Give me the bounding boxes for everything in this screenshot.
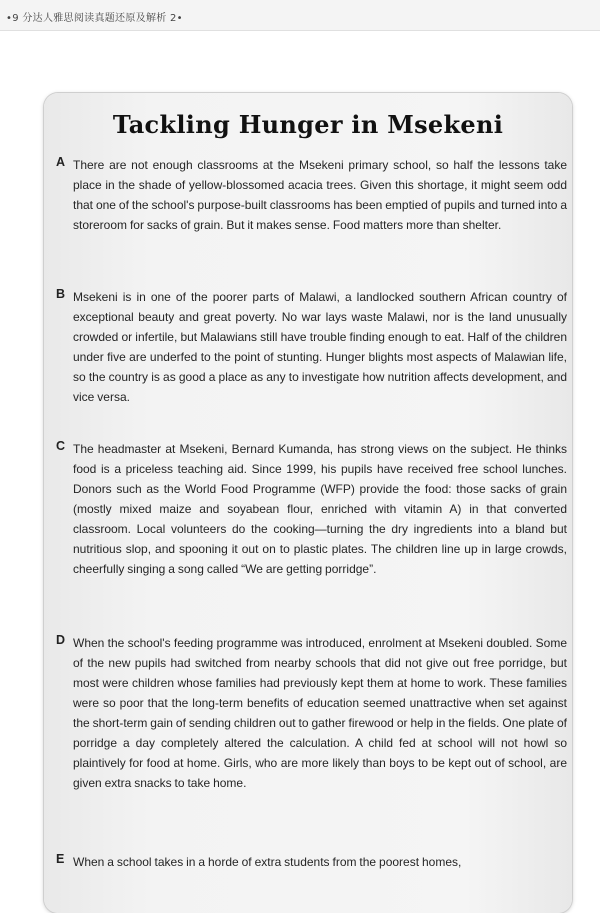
paragraph-letter: B [56, 287, 66, 301]
paragraph-letter: C [56, 439, 66, 453]
paragraph-text: When the school's feeding programme was introduced, enrolment at Msekeni doubled. Some of the new pupils had switched from nearby schools that did not give out free porridge, but most were children whose families had previously kept them at home to work. These families were so poor that the long-term benefits of education seemed unattractive when set against the short-term gain of sending children out to gather firewood or help in the fields. One plate of porridge a day completely altered the calculation. A child fed at school will not howl so plaintively for food at home. Girls, who are more likely than boys to be kept out of school, are given extra snacks to take home. [73, 636, 567, 790]
paragraph-text: Msekeni is in one of the poorer parts of Malawi, a landlocked southern African country of exceptional beauty and great poverty. No war lays waste Malawi, nor is the land unusually crowded or infertile, but Malawians still have trouble finding enough to eat. Half of the children under five are underfed to the point of stunting. Hunger blights most aspects of Malawian life, so the country is as good a place as any to investigate how nutrition affects development, and vice versa. [73, 290, 567, 404]
paragraph-text: The headmaster at Msekeni, Bernard Kumanda, has strong views on the subject. He thinks food is a priceless teaching aid. Since 1999, his pupils have received free school lunches. Donors such as the World Food Programme (WFP) provide the food: those sacks of grain (mostly mixed maize and soyabean flour, enriched with vitamin A) in that converted classroom. Local volunteers do the cooking—turning the dry ingredients into a bland but nutritious slop, and spooning it out on to plastic plates. The children line up in large crowds, cheerfully singing a song called “We are getting porridge”. [73, 442, 567, 576]
paragraph-text: There are not enough classrooms at the Msekeni primary school, so half the lessons take place in the shade of yellow-blossomed acacia trees. Given this shortage, it might seem odd that one of the school's purpose-built classrooms has been emptied of pupils and turned into a storeroom for sacks of grain. But it makes sense. Food matters more than shelter. [73, 158, 567, 232]
paragraph-letter: A [56, 155, 66, 169]
page-header-label: •9 分达人雅思阅读真题还原及解析 2• [6, 13, 183, 24]
paragraph-letter: D [56, 633, 66, 647]
page-header-bar [0, 0, 600, 31]
paragraph-text: When a school takes in a horde of extra students from the poorest homes, [73, 855, 462, 869]
article-title: Tackling Hunger in Msekeni [112, 110, 504, 139]
paragraph-letter: E [56, 852, 65, 866]
